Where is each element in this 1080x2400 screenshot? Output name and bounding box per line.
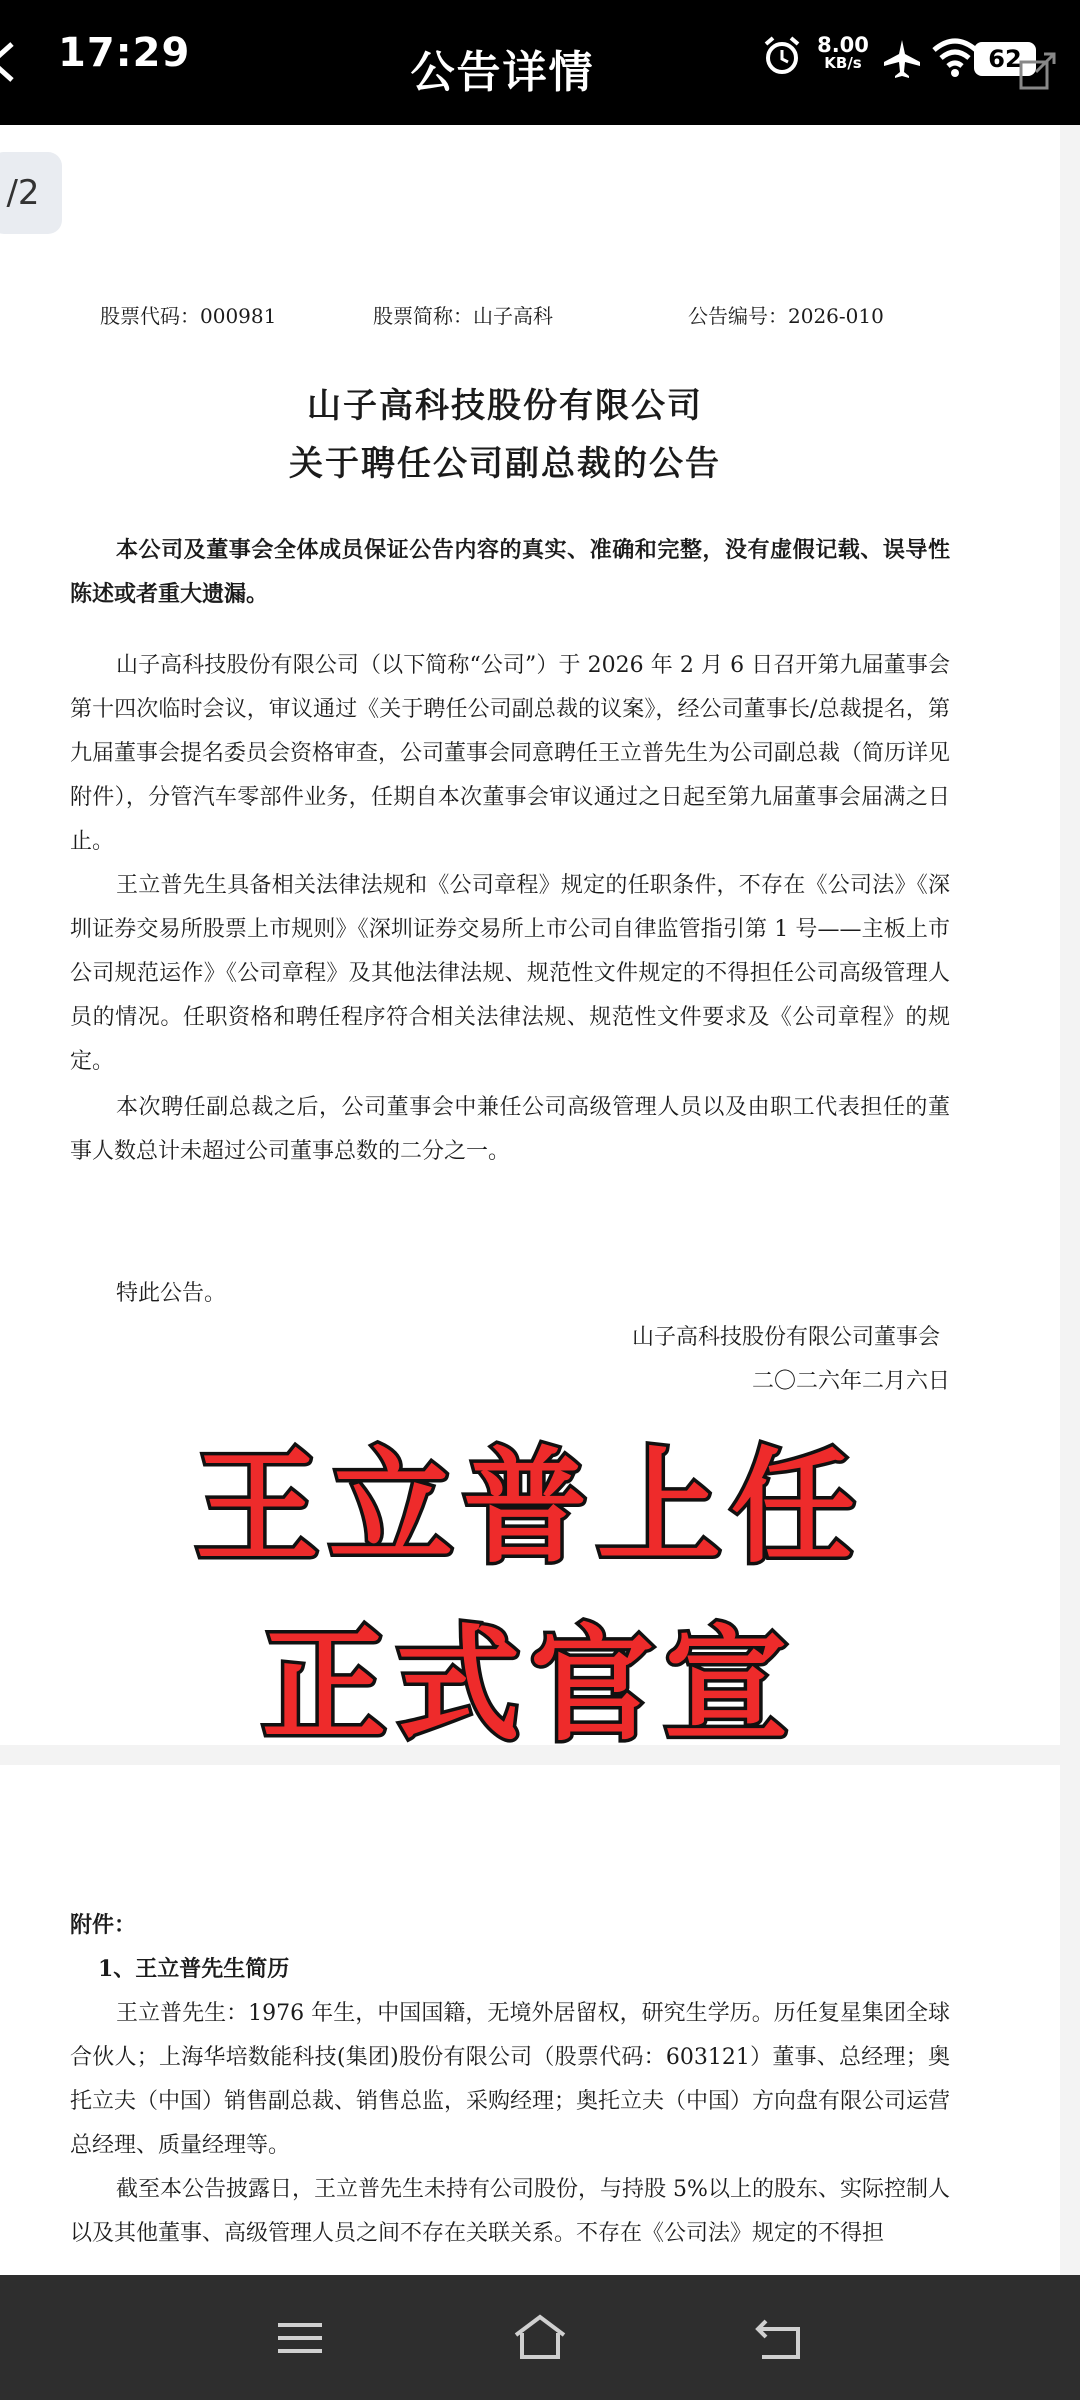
notice-number: 公告编号：2026-010 bbox=[688, 304, 884, 328]
page-indicator bbox=[0, 152, 62, 234]
stock-abbreviation: 股票简称：山子高科 bbox=[373, 304, 553, 328]
paragraph-1: 山子高科技股份有限公司（以下简称“公司”）于 2026 年 2 月 6 日召开第九届董事会第十四次临时会议，审议通过《关于聘任公司副总裁的议案》，经公司董事长/总裁提名，第九届董事会提名委员会资格审查，公司董事会同意聘任王立普先生为公司副总裁（简历详见附件），分管汽车零部件业务，任期自本次董事会审议通过之日起至第九届董事会届满之日止。 bbox=[70, 653, 951, 854]
battery-indicator: 62 bbox=[974, 42, 1036, 76]
overlay-headline-line1: 王立普上任 bbox=[194, 1436, 865, 1580]
document-title-subject: 关于聘任公司副总裁的公告 bbox=[289, 444, 721, 484]
resume-paragraph-2: 截至本公告披露日，王立普先生未持有公司股份，与持股 5%以上的股东、实际控制人以及其他董事、高级管理人员之间不存在关联关系。不存在《公司法》规定的不得担 bbox=[70, 2177, 950, 2246]
closing-text: 特此公告。 bbox=[116, 1281, 227, 1306]
resume-heading: 1、王立普先生简历 bbox=[98, 1956, 290, 1982]
status-time: 17:29 bbox=[58, 30, 191, 76]
declaration-text: 本公司及董事会全体成员保证公告内容的真实、准确和完整，没有虚假记载、误导性陈述或者重大遗漏。 bbox=[70, 537, 950, 607]
share-icon[interactable] bbox=[1018, 50, 1058, 90]
page-indicator-text: /2 bbox=[6, 173, 40, 213]
network-speed bbox=[812, 33, 874, 72]
paragraph-2: 王立普先生具备相关法律法规和《公司章程》规定的任职条件，不存在《公司法》《深圳证券交易所股票上市规则》《深圳证券交易所上市公司自律监管指引第 1 号——主板上市公司规范运作》《公司章程》及其他法律法规、规范性文件规定的不得担任公司高级管理人员的情况。任职资格和聘任程序符合相关法律法规、规范性文件要求及《公司章程》的规定。 bbox=[70, 873, 950, 1074]
top-bar bbox=[0, 0, 1080, 125]
wifi-icon bbox=[932, 38, 978, 78]
document-date: 二〇二六年二月六日 bbox=[752, 1369, 951, 1394]
attachment-label: 附件： bbox=[70, 1912, 137, 1938]
alarm-icon bbox=[760, 34, 804, 78]
paragraph-3: 本次聘任副总裁之后，公司董事会中兼任公司高级管理人员以及由职工代表担任的董事人数总计未超过公司董事总数的二分之一。 bbox=[70, 1095, 950, 1164]
stock-code: 股票代码：000981 bbox=[100, 304, 277, 328]
back-icon[interactable] bbox=[750, 2313, 810, 2363]
network-speed-unit: KB/s bbox=[824, 54, 862, 72]
network-speed-value: 8.00 bbox=[817, 33, 869, 57]
document-title-company: 山子高科技股份有限公司 bbox=[307, 386, 703, 426]
page-title: 公告详情 bbox=[410, 47, 595, 98]
menu-icon[interactable] bbox=[270, 2313, 330, 2363]
resume-paragraph-1: 王立普先生：1976 年生，中国国籍，无境外居留权，研究生学历。历任复星集团全球合伙人；上海华培数能科技(集团)股份有限公司（股票代码：603121）董事、总经理；奥托立夫（中国）销售副总裁、销售总监，采购经理；奥托立夫（中国）方向盘有限公司运营总经理、质量经理等。 bbox=[70, 2001, 951, 2158]
signature: 山子高科技股份有限公司董事会 bbox=[632, 1325, 941, 1350]
overlay-headline-line2: 正式官宣 bbox=[261, 1614, 798, 1758]
airplane-icon bbox=[880, 36, 924, 80]
home-icon[interactable] bbox=[510, 2313, 570, 2363]
navigation-bar bbox=[0, 2275, 1080, 2400]
